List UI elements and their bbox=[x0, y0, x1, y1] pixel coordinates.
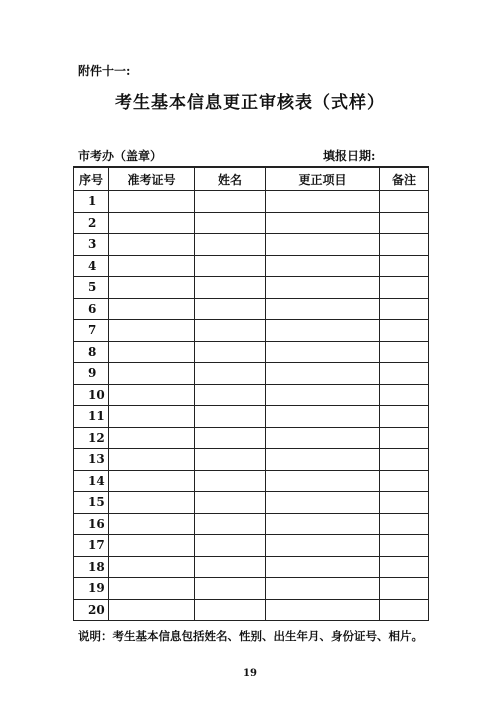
table-row bbox=[74, 298, 429, 320]
table-row bbox=[74, 191, 429, 213]
name-cell bbox=[195, 578, 266, 600]
correction-item-cell bbox=[266, 449, 380, 471]
correction-item-cell bbox=[266, 277, 380, 299]
fill-date-label: 填报日期: bbox=[323, 149, 376, 163]
table-row bbox=[74, 277, 429, 299]
table-row bbox=[74, 406, 429, 428]
name-cell bbox=[195, 449, 266, 471]
ticket-number-cell bbox=[109, 406, 195, 428]
row-index-cell: 8 bbox=[74, 341, 109, 363]
name-cell bbox=[195, 556, 266, 578]
correction-item-cell bbox=[266, 384, 380, 406]
correction-item-cell bbox=[266, 578, 380, 600]
row-index-cell: 19 bbox=[74, 578, 109, 600]
remarks-cell bbox=[380, 449, 429, 471]
table-header-row bbox=[74, 167, 429, 191]
row-index-cell: 5 bbox=[74, 277, 109, 299]
remarks-cell bbox=[380, 255, 429, 277]
correction-item-cell bbox=[266, 470, 380, 492]
ticket-number-cell bbox=[109, 341, 195, 363]
remarks-cell bbox=[380, 191, 429, 213]
office-seal-label: 市考办（盖章） bbox=[78, 149, 163, 163]
correction-item-cell bbox=[266, 427, 380, 449]
remarks-cell bbox=[380, 320, 429, 342]
ticket-number-cell bbox=[109, 363, 195, 385]
name-cell bbox=[195, 406, 266, 428]
table-row bbox=[74, 212, 429, 234]
remarks-cell bbox=[380, 427, 429, 449]
name-cell bbox=[195, 255, 266, 277]
ticket-number-cell bbox=[109, 470, 195, 492]
remarks-cell bbox=[380, 406, 429, 428]
row-index-cell: 15 bbox=[74, 492, 109, 514]
correction-item-cell bbox=[266, 212, 380, 234]
ticket-number-cell bbox=[109, 513, 195, 535]
remarks-cell bbox=[380, 470, 429, 492]
name-cell bbox=[195, 535, 266, 557]
name-cell bbox=[195, 320, 266, 342]
remarks-cell bbox=[380, 535, 429, 557]
ticket-number-cell bbox=[109, 277, 195, 299]
column-header-ticket-number: 准考证号 bbox=[109, 167, 195, 191]
ticket-number-cell bbox=[109, 212, 195, 234]
correction-item-cell bbox=[266, 535, 380, 557]
name-cell bbox=[195, 212, 266, 234]
name-cell bbox=[195, 599, 266, 621]
table-row bbox=[74, 427, 429, 449]
remarks-cell bbox=[380, 578, 429, 600]
column-header-correction-item: 更正项目 bbox=[266, 167, 380, 191]
table-row bbox=[74, 556, 429, 578]
ticket-number-cell bbox=[109, 599, 195, 621]
page-title: 考生基本信息更正审核表（式样） bbox=[115, 93, 385, 113]
row-index-cell: 4 bbox=[74, 255, 109, 277]
row-index-cell: 7 bbox=[74, 320, 109, 342]
correction-item-cell bbox=[266, 320, 380, 342]
table-row bbox=[74, 384, 429, 406]
name-cell bbox=[195, 384, 266, 406]
row-index-cell: 18 bbox=[74, 556, 109, 578]
ticket-number-cell bbox=[109, 384, 195, 406]
correction-item-cell bbox=[266, 513, 380, 535]
name-cell bbox=[195, 513, 266, 535]
ticket-number-cell bbox=[109, 578, 195, 600]
ticket-number-cell bbox=[109, 255, 195, 277]
correction-item-cell bbox=[266, 255, 380, 277]
row-index-cell: 3 bbox=[74, 234, 109, 256]
ticket-number-cell bbox=[109, 556, 195, 578]
name-cell bbox=[195, 234, 266, 256]
name-cell bbox=[195, 363, 266, 385]
row-index-cell: 2 bbox=[74, 212, 109, 234]
remarks-cell bbox=[380, 363, 429, 385]
table-row bbox=[74, 449, 429, 471]
name-cell bbox=[195, 191, 266, 213]
row-index-cell: 10 bbox=[74, 384, 109, 406]
row-index-cell: 17 bbox=[74, 535, 109, 557]
ticket-number-cell bbox=[109, 535, 195, 557]
correction-item-cell bbox=[266, 191, 380, 213]
table-row bbox=[74, 320, 429, 342]
ticket-number-cell bbox=[109, 320, 195, 342]
table-row bbox=[74, 234, 429, 256]
correction-item-cell bbox=[266, 234, 380, 256]
name-cell bbox=[195, 341, 266, 363]
ticket-number-cell bbox=[109, 298, 195, 320]
table-row bbox=[74, 492, 429, 514]
row-index-cell: 13 bbox=[74, 449, 109, 471]
row-index-cell: 6 bbox=[74, 298, 109, 320]
table-row bbox=[74, 535, 429, 557]
correction-item-cell bbox=[266, 599, 380, 621]
remarks-cell bbox=[380, 599, 429, 621]
table-row bbox=[74, 363, 429, 385]
remarks-cell bbox=[380, 298, 429, 320]
remarks-cell bbox=[380, 341, 429, 363]
table-body bbox=[74, 191, 429, 621]
column-header-remarks: 备注 bbox=[380, 167, 429, 191]
table-row bbox=[74, 513, 429, 535]
remarks-cell bbox=[380, 556, 429, 578]
table-row bbox=[74, 341, 429, 363]
name-cell bbox=[195, 298, 266, 320]
column-header-index: 序号 bbox=[74, 167, 109, 191]
ticket-number-cell bbox=[109, 427, 195, 449]
remarks-cell bbox=[380, 212, 429, 234]
row-index-cell: 14 bbox=[74, 470, 109, 492]
table-row bbox=[74, 255, 429, 277]
remarks-cell bbox=[380, 513, 429, 535]
ticket-number-cell bbox=[109, 449, 195, 471]
correction-item-cell bbox=[266, 363, 380, 385]
correction-item-cell bbox=[266, 492, 380, 514]
row-index-cell: 20 bbox=[74, 599, 109, 621]
row-index-cell: 12 bbox=[74, 427, 109, 449]
explanation-note: 说明：考生基本信息包括姓名、性别、出生年月、身份证号、相片。 bbox=[78, 629, 423, 643]
name-cell bbox=[195, 470, 266, 492]
review-table bbox=[73, 166, 429, 621]
remarks-cell bbox=[380, 234, 429, 256]
ticket-number-cell bbox=[109, 191, 195, 213]
table-row bbox=[74, 578, 429, 600]
table-row bbox=[74, 470, 429, 492]
correction-item-cell bbox=[266, 341, 380, 363]
attachment-label: 附件十一: bbox=[78, 64, 131, 78]
name-cell bbox=[195, 277, 266, 299]
table-row bbox=[74, 599, 429, 621]
row-index-cell: 9 bbox=[74, 363, 109, 385]
correction-item-cell bbox=[266, 298, 380, 320]
remarks-cell bbox=[380, 277, 429, 299]
name-cell bbox=[195, 492, 266, 514]
page-number: 19 bbox=[243, 668, 257, 679]
remarks-cell bbox=[380, 384, 429, 406]
remarks-cell bbox=[380, 492, 429, 514]
row-index-cell: 11 bbox=[74, 406, 109, 428]
ticket-number-cell bbox=[109, 234, 195, 256]
correction-item-cell bbox=[266, 406, 380, 428]
row-index-cell: 16 bbox=[74, 513, 109, 535]
column-header-name: 姓名 bbox=[195, 167, 266, 191]
name-cell bbox=[195, 427, 266, 449]
ticket-number-cell bbox=[109, 492, 195, 514]
correction-item-cell bbox=[266, 556, 380, 578]
row-index-cell: 1 bbox=[74, 191, 109, 213]
